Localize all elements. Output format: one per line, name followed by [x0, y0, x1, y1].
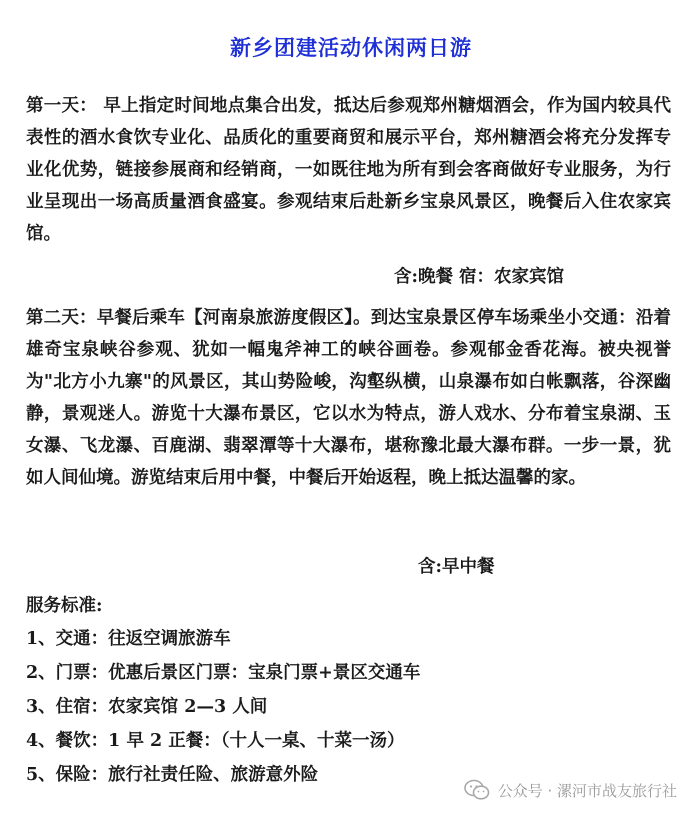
service-item-insurance: 5、保险：旅行社责任险、旅游意外险 — [26, 765, 319, 785]
service-item-meals: 4、餐饮：1 早 2 正餐：（十人一桌、十菜一汤） — [26, 731, 405, 751]
service-item-lodging: 3、住宿：农家宾馆 2—3 人间 — [26, 697, 268, 717]
service-title: 服务标准: — [26, 596, 103, 616]
day2-paragraph: 第二天：早餐后乘车【河南泉旅游度假区】。到达宝泉景区停车场乘坐小交通：沿着雄奇宝泉峡谷参观、犹如一幅鬼斧神工的峡谷画卷。参观郁金香花海。被央视誉为"北方小九寨"的风景区，其山势险峻，沟壑纵横，山泉瀑布如白帐飘落，谷深幽静，景观迷人。游览十大瀑布景区，它以水为特点，游人戏水、分布着宝泉湖、玉女瀑、飞龙瀑、百鹿湖、翡翠潭等十大瀑布，堪称豫北最大瀑布群。一步一景，犹如人间仙境。游览结束后用中餐，中餐后开始返程，晚上抵达温馨的家。 — [26, 308, 671, 488]
watermark-text: 公众号 · 漯河市战友旅行社 — [497, 781, 677, 800]
wechat-icon — [464, 779, 490, 801]
document-title: 新乡团建活动休闲两日游 — [230, 35, 472, 60]
service-item-transport: 1、交通：往返空调旅游车 — [26, 629, 231, 649]
service-item-tickets: 2、门票：优惠后景区门票：宝泉门票+景区交通车 — [26, 663, 421, 683]
watermark — [464, 779, 677, 801]
service-list — [26, 622, 420, 792]
day1-paragraph: 第一天： 早上指定时间地点集合出发，抵达后参观郑州糖烟酒会，作为国内较具代表性的酒水食饮专业化、品质化的重要商贸和展示平台，郑州糖酒会将充分发挥专业化优势，链接参展商和经销商，一如既往地为所有到会客商做好专业服务，为行业呈现出一场高质量酒食盛宴。参观结束后赴新乡宝泉风景区，晚餐后入住农家宾馆。 — [26, 96, 671, 244]
day2-note: 含:早中餐 — [418, 557, 495, 577]
day1-note: 含:晚餐 宿：农家宾馆 — [394, 267, 565, 287]
